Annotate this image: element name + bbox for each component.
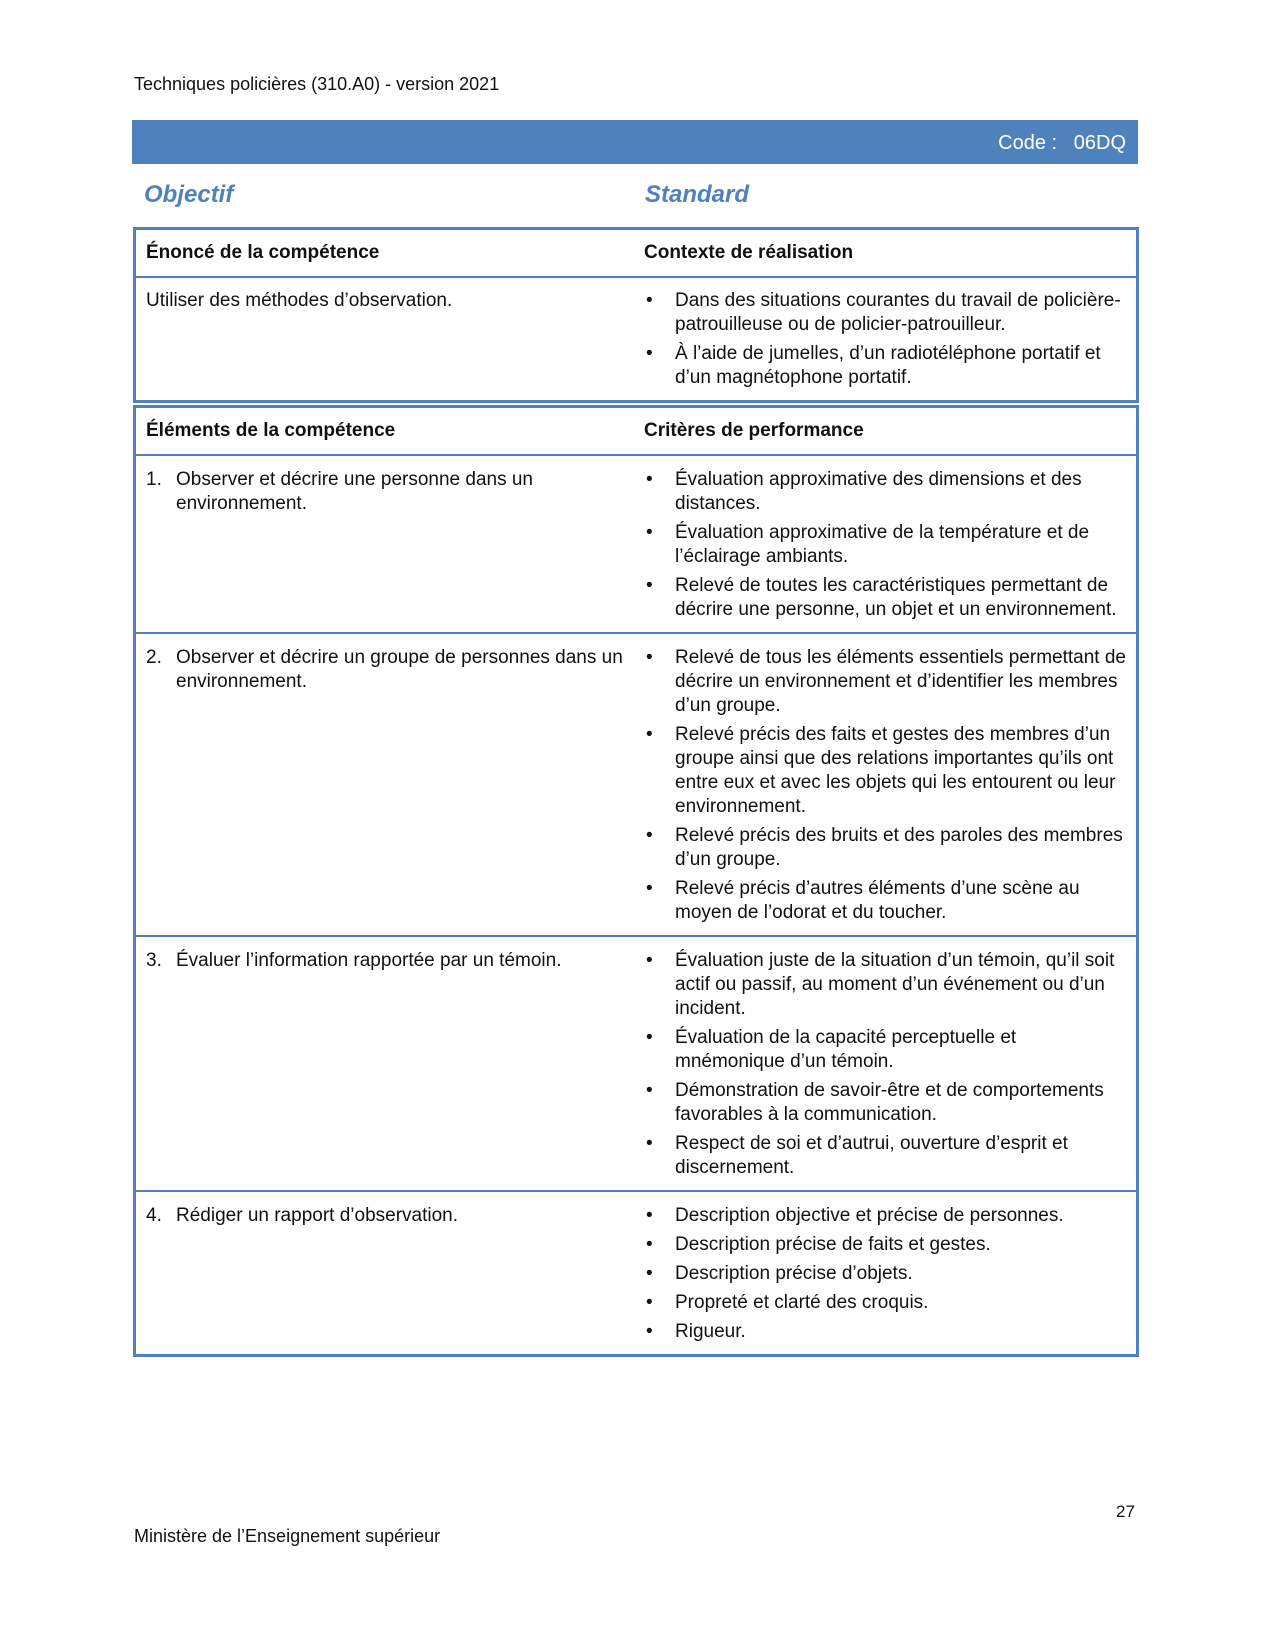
contexte-header: Contexte de réalisation	[644, 229, 1138, 278]
list-item	[644, 646, 1128, 718]
element-text: Observer et décrire un groupe de personnes dans un environnement.	[176, 647, 623, 692]
bullet-icon: •	[646, 575, 653, 596]
performance-table	[133, 405, 1139, 1357]
criterion: Relevé de toutes les caractéristiques permettant de décrire une personne, un objet et un environnement.	[675, 575, 1117, 620]
table-row	[135, 936, 1138, 1191]
criterion: Évaluation de la capacité perceptuelle et mnémonique d’un témoin.	[675, 1027, 1017, 1072]
element-number: 2.	[146, 647, 162, 668]
criteria-list	[644, 468, 1128, 622]
criteria-list	[644, 949, 1128, 1180]
element-number: 4.	[146, 1205, 162, 1226]
criterion: Démonstration de savoir-être et de comportements favorables à la communication.	[675, 1080, 1104, 1125]
bullet-icon: •	[646, 1234, 653, 1255]
list-item	[644, 342, 1128, 390]
element-text: Observer et décrire une personne dans un environnement.	[176, 469, 533, 514]
criteres-header: Critères de performance	[644, 407, 1138, 456]
list-item	[644, 824, 1128, 872]
bullet-icon: •	[646, 1321, 653, 1342]
table-row	[135, 1191, 1138, 1356]
element-text: Évaluer l’information rapportée par un témoin.	[176, 950, 562, 971]
table-row	[135, 455, 1138, 633]
course-code: Code : 06DQ	[998, 132, 1126, 154]
list-item	[644, 1262, 1128, 1286]
bullet-icon: •	[646, 825, 653, 846]
criterion: Évaluation approximative de la température et de l’éclairage ambiants.	[675, 522, 1090, 567]
criterion: Relevé précis des faits et gestes des membres d’un groupe ainsi que des relations importantes qu’ils ont entre eux et avec les objets qui les entourent ou leur environnement.	[675, 724, 1116, 817]
bullet-icon: •	[646, 1133, 653, 1154]
list-item	[644, 1132, 1128, 1180]
list-item	[644, 468, 1128, 516]
bullet-icon: •	[646, 1080, 653, 1101]
bullet-icon: •	[646, 647, 653, 668]
contexte-item: Dans des situations courantes du travail de policière-patrouilleuse ou de policier-patrouilleur.	[675, 290, 1121, 335]
bullet-icon: •	[646, 724, 653, 745]
objectif-heading: Objectif	[144, 181, 234, 208]
list-item	[644, 1204, 1128, 1228]
bullet-icon: •	[646, 878, 653, 899]
contexte-item: À l’aide de jumelles, d’un radiotéléphone portatif et d’un magnétophone portatif.	[675, 343, 1101, 388]
list-item	[644, 877, 1128, 925]
competence-table	[133, 227, 1139, 403]
criterion: Relevé de tous les éléments essentiels permettant de décrire un environnement et d’identifier les membres d’un groupe.	[675, 647, 1126, 716]
page-footer: Ministère de l’Enseignement supérieur	[134, 1526, 441, 1546]
bullet-icon: •	[646, 1263, 653, 1284]
criterion: Respect de soi et d’autrui, ouverture d’esprit et discernement.	[675, 1133, 1068, 1178]
elements-header: Éléments de la compétence	[135, 407, 645, 456]
element-number: 1.	[146, 469, 162, 490]
criterion: Description précise de faits et gestes.	[675, 1234, 991, 1255]
criteria-list	[644, 1204, 1128, 1344]
criterion: Propreté et clarté des croquis.	[675, 1292, 929, 1313]
list-item	[644, 1079, 1128, 1127]
criterion: Relevé précis d’autres éléments d’une scène au moyen de l’odorat et du toucher.	[675, 878, 1080, 923]
criterion: Évaluation juste de la situation d’un témoin, qu’il soit actif ou passif, au moment d’un événement ou d’un incident.	[675, 950, 1115, 1019]
list-item	[644, 521, 1128, 569]
element-number: 3.	[146, 950, 162, 971]
criteria-list	[644, 646, 1128, 925]
bullet-icon: •	[646, 343, 653, 364]
list-item	[644, 723, 1128, 819]
table-row	[135, 633, 1138, 936]
element-text: Rédiger un rapport d’observation.	[176, 1205, 459, 1226]
bullet-icon: •	[646, 1205, 653, 1226]
list-item	[644, 1291, 1128, 1315]
list-item	[644, 1320, 1128, 1344]
page-header: Techniques policières (310.A0) - version 2021	[134, 74, 500, 94]
bullet-icon: •	[646, 522, 653, 543]
enonce-header: Énoncé de la compétence	[135, 229, 645, 278]
criterion: Rigueur.	[675, 1321, 746, 1342]
code-bar	[132, 120, 1138, 164]
bullet-icon: •	[646, 1027, 653, 1048]
bullet-icon: •	[646, 1292, 653, 1313]
criterion: Évaluation approximative des dimensions et des distances.	[675, 469, 1082, 514]
list-item	[644, 949, 1128, 1021]
contexte-list	[644, 289, 1128, 390]
enonce-text: Utiliser des méthodes d’observation.	[146, 290, 453, 311]
standard-heading: Standard	[645, 181, 750, 208]
criterion: Relevé précis des bruits et des paroles des membres d’un groupe.	[675, 825, 1123, 870]
list-item	[644, 574, 1128, 622]
bullet-icon: •	[646, 290, 653, 311]
page-number: 27	[1116, 1502, 1135, 1521]
list-item	[644, 1026, 1128, 1074]
list-item	[644, 1233, 1128, 1257]
list-item	[644, 289, 1128, 337]
criterion: Description précise d’objets.	[675, 1263, 913, 1284]
criterion: Description objective et précise de personnes.	[675, 1205, 1064, 1226]
bullet-icon: •	[646, 950, 653, 971]
bullet-icon: •	[646, 469, 653, 490]
